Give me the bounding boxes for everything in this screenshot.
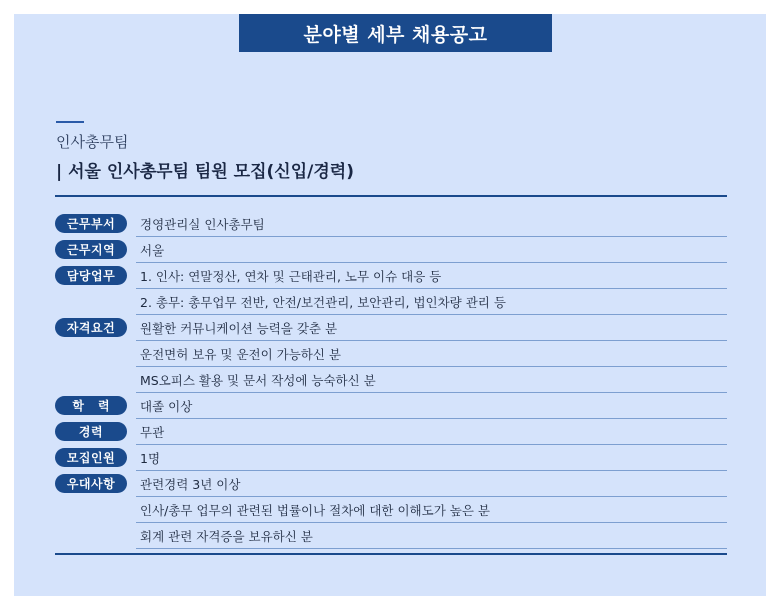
row-text: 원활한 커뮤니케이션 능력을 갖춘 분 bbox=[136, 315, 727, 341]
table-row bbox=[55, 289, 727, 315]
row-text: 회계 관련 자격증을 보유하신 분 bbox=[136, 523, 727, 549]
row-label-badge: 자격요건 bbox=[55, 318, 127, 337]
row-text: 관련경력 3년 이상 bbox=[136, 471, 727, 497]
page-banner-title: 분야별 세부 채용공고 bbox=[239, 14, 552, 52]
department-accent-line bbox=[56, 121, 84, 123]
department-name: 인사총무팀 bbox=[56, 133, 129, 151]
row-text: 1. 인사: 연말정산, 연차 및 근태관리, 노무 이슈 대응 등 bbox=[136, 263, 727, 289]
row-text: 경영관리실 인사총무팀 bbox=[136, 211, 727, 237]
table-row bbox=[55, 211, 727, 237]
row-text: 인사/총무 업무의 관련된 법률이나 절차에 대한 이해도가 높은 분 bbox=[136, 497, 727, 523]
table-row bbox=[55, 471, 727, 497]
table-row bbox=[55, 341, 727, 367]
table-row bbox=[55, 263, 727, 289]
table-row bbox=[55, 523, 727, 549]
table-row bbox=[55, 393, 727, 419]
row-label-badge: 학력 bbox=[55, 396, 127, 415]
row-text: MS오피스 활용 및 문서 작성에 능숙하신 분 bbox=[136, 367, 727, 393]
row-label-badge: 우대사항 bbox=[55, 474, 127, 493]
table-row bbox=[55, 237, 727, 263]
row-label-badge: 근무지역 bbox=[55, 240, 127, 259]
table-bottom-rule bbox=[55, 553, 727, 555]
row-text: 서울 bbox=[136, 237, 727, 263]
row-text: 2. 총무: 총무업무 전반, 안전/보건관리, 보안관리, 법인차량 관리 등 bbox=[136, 289, 727, 315]
row-text: 1명 bbox=[136, 445, 727, 471]
table-row bbox=[55, 367, 727, 393]
row-label-badge: 모집인원 bbox=[55, 448, 127, 467]
row-text: 무관 bbox=[136, 419, 727, 445]
row-label-badge: 경력 bbox=[55, 422, 127, 441]
table-top-rule bbox=[55, 195, 727, 197]
table-row bbox=[55, 315, 727, 341]
row-label-badge: 담당업무 bbox=[55, 266, 127, 285]
table-row bbox=[55, 445, 727, 471]
job-title: | 서울 인사총무팀 팀원 모집(신입/경력) bbox=[56, 162, 354, 182]
row-label-badge: 근무부서 bbox=[55, 214, 127, 233]
requirements-table bbox=[55, 211, 727, 549]
row-text: 대졸 이상 bbox=[136, 393, 727, 419]
table-row bbox=[55, 497, 727, 523]
row-text: 운전면허 보유 및 운전이 가능하신 분 bbox=[136, 341, 727, 367]
table-row bbox=[55, 419, 727, 445]
